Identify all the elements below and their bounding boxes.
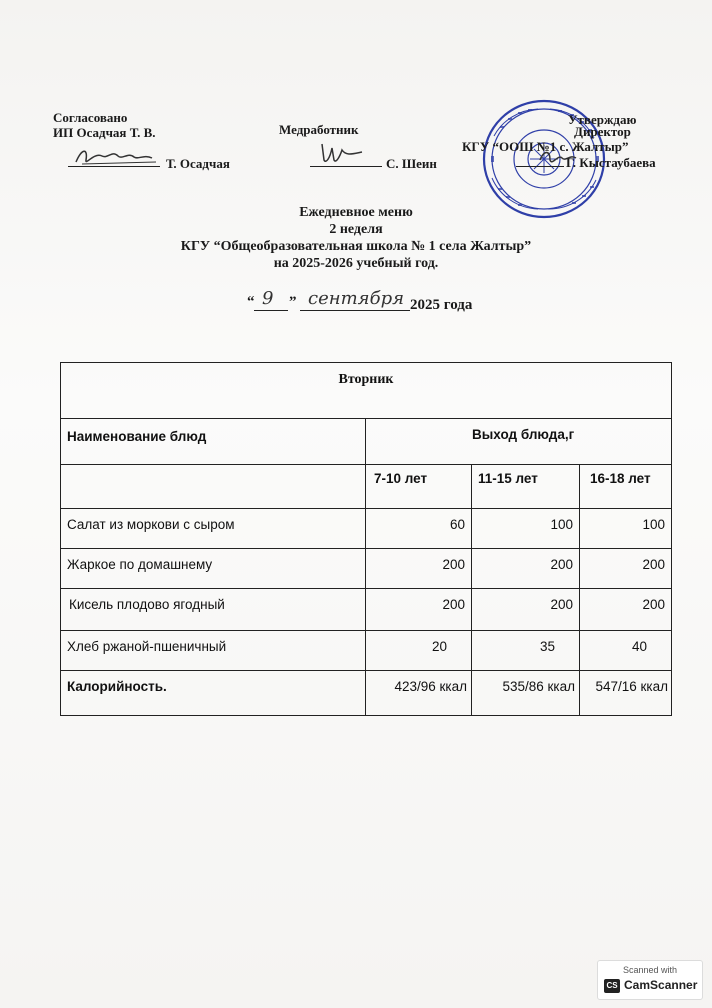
medic-signature bbox=[318, 140, 368, 168]
dish-name: Кисель плодово ягодный bbox=[69, 597, 225, 612]
camscanner-badge bbox=[597, 960, 703, 1000]
dish-value-16-18: 40 bbox=[579, 631, 671, 670]
dish-name: Салат из моркови с сыром bbox=[67, 517, 235, 532]
dish-value-16-18: 200 bbox=[579, 589, 671, 630]
calories-11-15: 535/86 ккал bbox=[471, 671, 579, 715]
column-dish-header: Наименование блюд bbox=[67, 429, 207, 444]
calories-label: Калорийность. bbox=[67, 679, 167, 694]
table-header-row bbox=[61, 419, 671, 465]
date-year: 2025 года bbox=[410, 297, 473, 313]
day-name: Вторник bbox=[338, 372, 394, 387]
date-month: сентября bbox=[308, 288, 405, 309]
dish-value-7-10: 200 bbox=[365, 549, 471, 588]
dish-value-11-15: 200 bbox=[471, 589, 579, 630]
calories-16-18: 547/16 ккал bbox=[579, 671, 671, 715]
date-day: 9 bbox=[262, 288, 274, 309]
table-row bbox=[61, 589, 671, 631]
date-month-line bbox=[300, 310, 410, 311]
approved-signer: Г. Кыстаубаева bbox=[566, 155, 656, 170]
dish-value-7-10: 60 bbox=[365, 509, 471, 548]
age-group-3: 16-18 лет bbox=[579, 465, 671, 508]
approved-org: КГУ “ООШ №1 с. Жалтыр” bbox=[462, 139, 629, 154]
dish-value-11-15: 100 bbox=[471, 509, 579, 548]
school-year: на 2025-2026 учебный год. bbox=[273, 256, 439, 271]
scanner-caption: Scanned with bbox=[622, 965, 678, 975]
agreed-org: ИП Осадчая Т. В. bbox=[53, 125, 156, 140]
date-day-line bbox=[254, 310, 288, 311]
scanner-name: CamScanner bbox=[624, 978, 698, 992]
medic-signer: С. Шеин bbox=[386, 156, 437, 171]
medic-signature-line bbox=[310, 166, 382, 167]
approved-title: Утверждаю bbox=[568, 112, 637, 127]
table-row bbox=[61, 509, 671, 549]
approved-role: Директор bbox=[574, 124, 631, 139]
table-calories-row bbox=[61, 671, 671, 715]
dish-value-16-18: 100 bbox=[579, 509, 671, 548]
dish-name: Жаркое по домашнему bbox=[67, 557, 213, 572]
age-group-2: 11-15 лет bbox=[471, 465, 579, 508]
date-close-quote: ” bbox=[289, 294, 297, 310]
date-open-quote: “ bbox=[247, 294, 255, 310]
column-output-header: Выход блюда,г bbox=[365, 419, 671, 464]
table-row bbox=[61, 631, 671, 671]
age-group-1: 7-10 лет bbox=[365, 465, 471, 508]
dish-value-11-15: 200 bbox=[471, 549, 579, 588]
age-row-empty-cell bbox=[61, 465, 365, 508]
agreed-signature-line bbox=[68, 166, 160, 167]
table-day-row bbox=[61, 363, 671, 419]
dish-name: Хлеб ржаной-пшеничный bbox=[67, 639, 227, 654]
medic-title: Медработник bbox=[279, 122, 359, 137]
school-name: КГУ “Общеобразовательная школа № 1 села Жалтыр” bbox=[180, 239, 532, 254]
agreed-signer: Т. Осадчая bbox=[166, 156, 230, 171]
dish-value-7-10: 200 bbox=[365, 589, 471, 630]
menu-title: Ежедневное меню bbox=[299, 205, 413, 220]
week-label: 2 неделя bbox=[329, 222, 383, 237]
dish-value-7-10: 20 bbox=[365, 631, 471, 670]
menu-table bbox=[60, 362, 672, 716]
dish-value-11-15: 35 bbox=[471, 631, 579, 670]
agreed-title: Согласовано bbox=[53, 110, 128, 125]
table-row bbox=[61, 549, 671, 589]
camscanner-logo-icon: CS bbox=[604, 979, 620, 993]
dish-value-16-18: 200 bbox=[579, 549, 671, 588]
approved-signature-line bbox=[516, 166, 564, 167]
calories-7-10: 423/96 ккал bbox=[365, 671, 471, 715]
table-age-row bbox=[61, 465, 671, 509]
